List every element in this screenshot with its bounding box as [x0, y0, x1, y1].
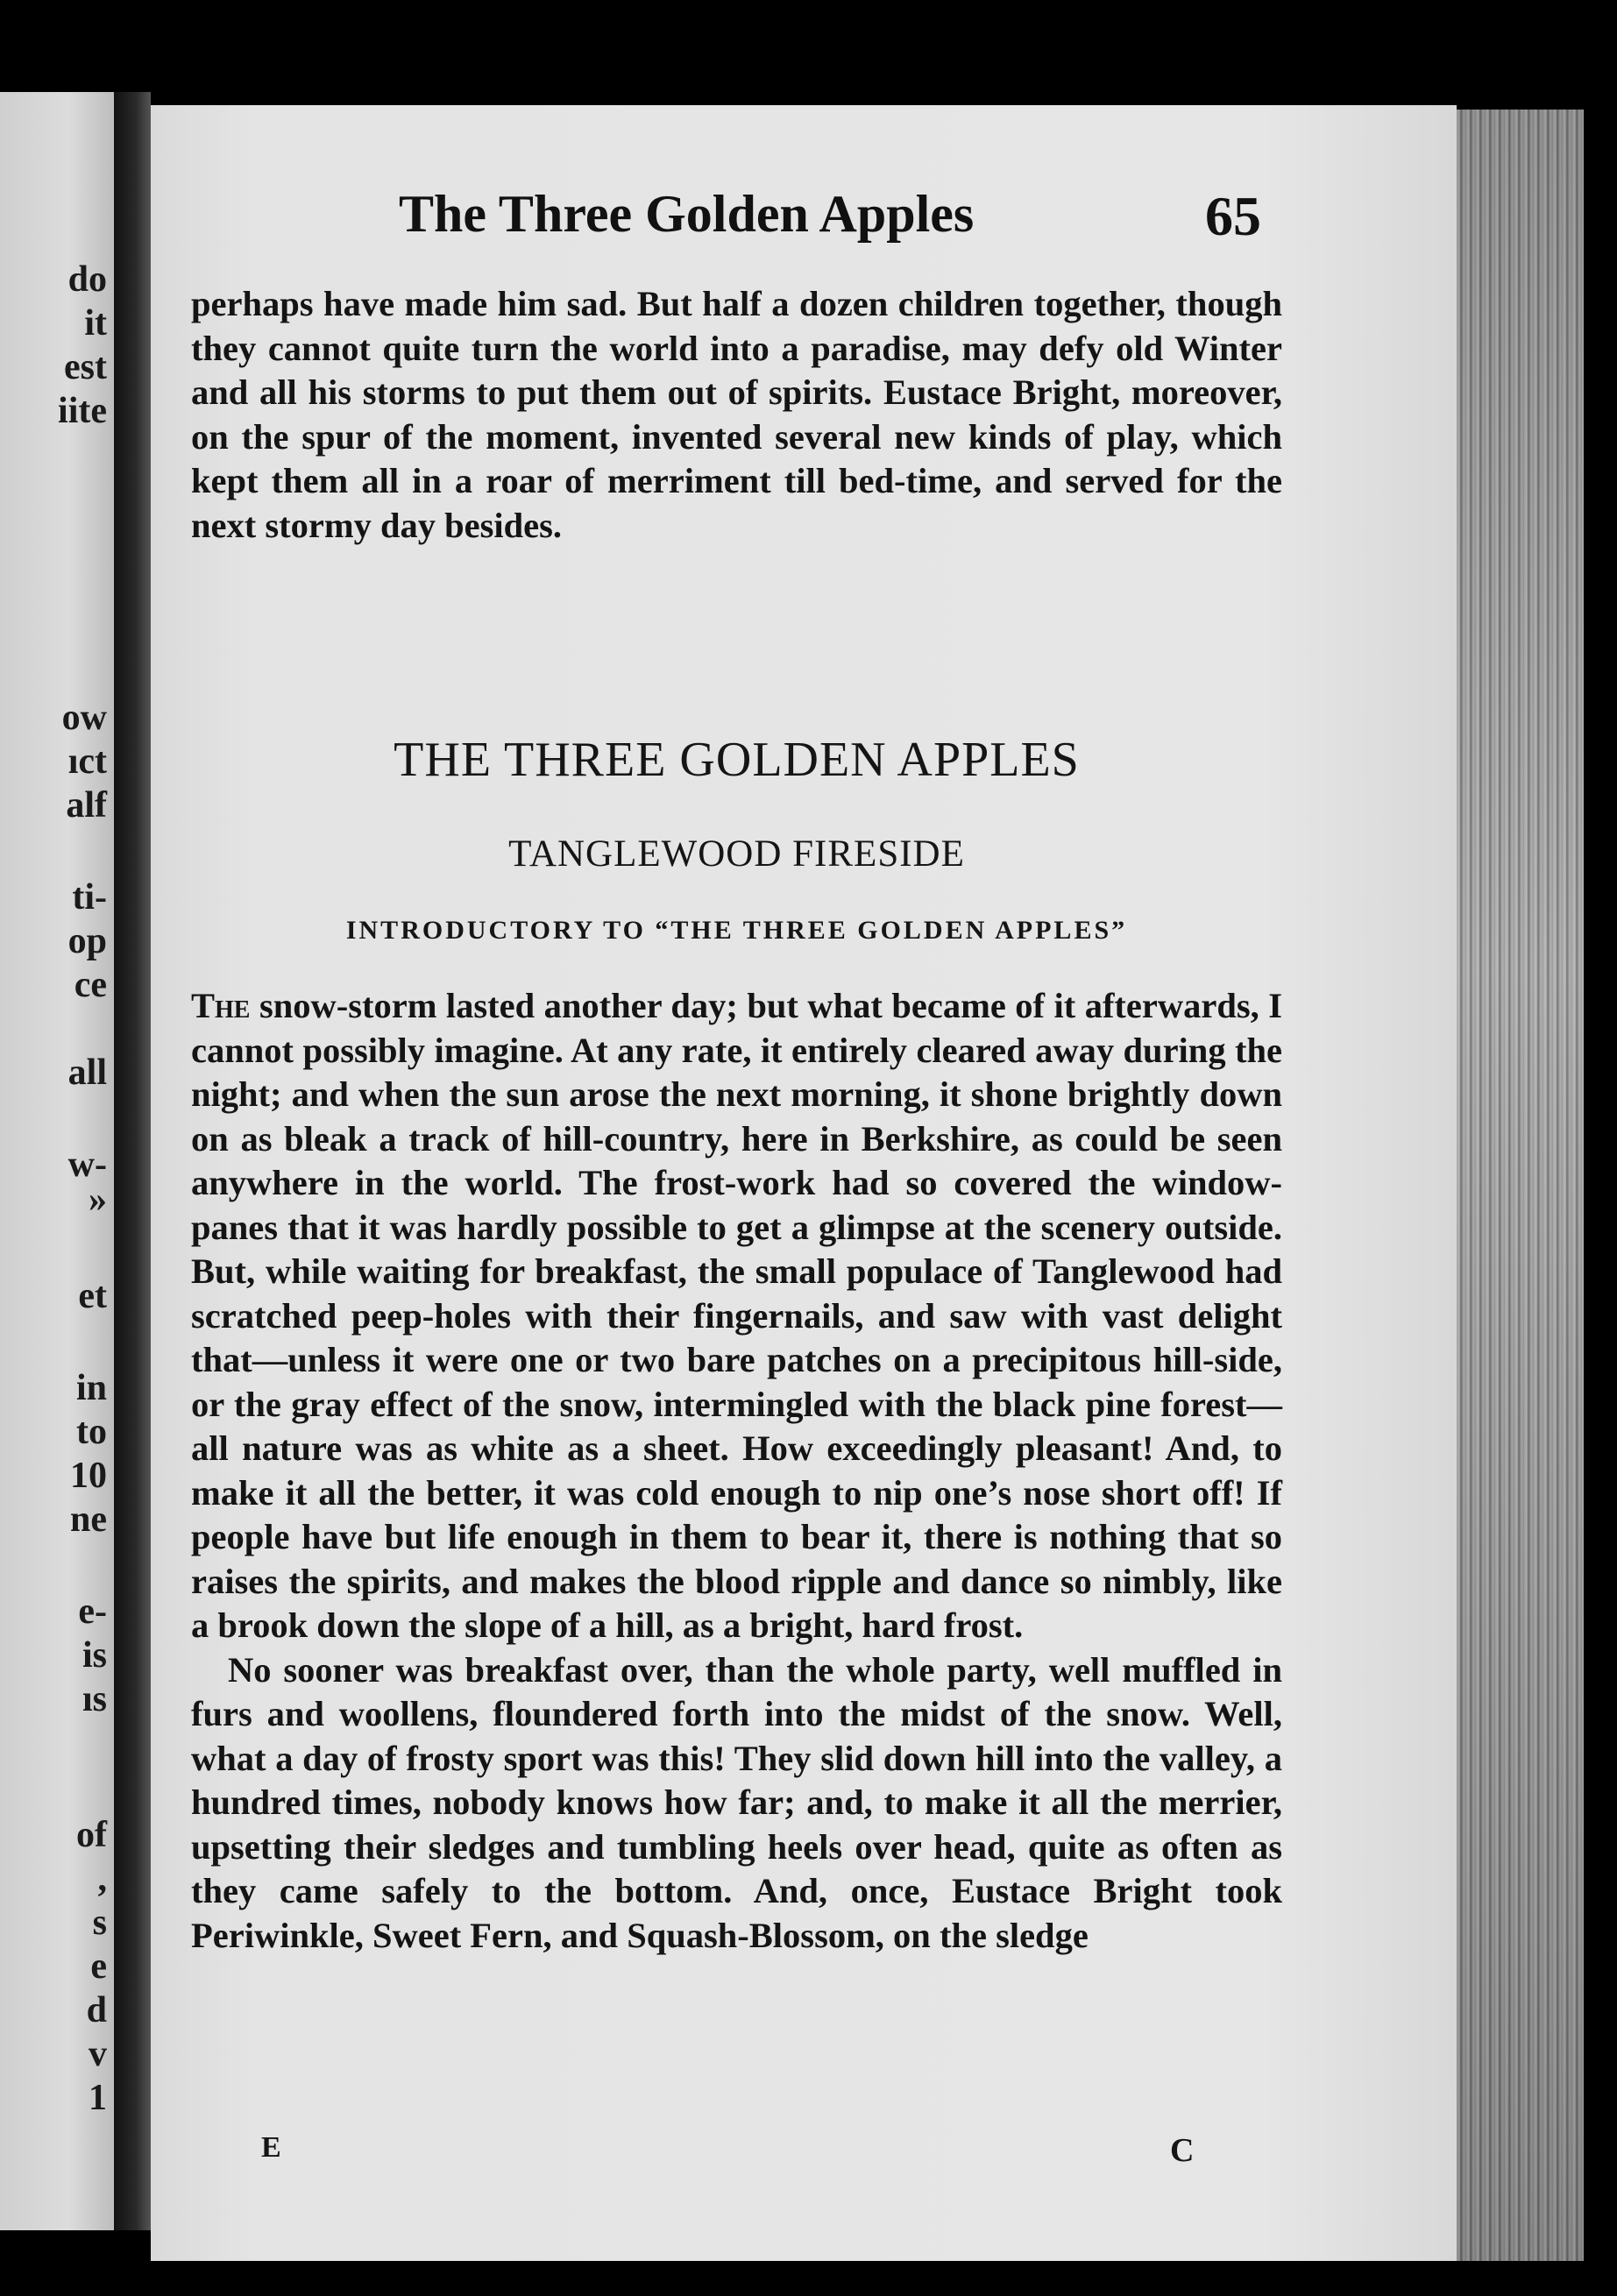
top-paragraph: perhaps have made him sad. But half a dozen children together, though they cannot quite turn the world into a paradise, may defy old Winter and all his storms to put them out of spirits. Eustace Bright, moreover, on the spur of the moment, invented several new kinds of play, which kept them all in a roar of merriment till bed-time, and served for the next stormy day besides. [191, 284, 1282, 545]
left-page-text-fragment: ti- [72, 877, 107, 918]
left-page-text-fragment: v [89, 2034, 107, 2074]
left-page-text-fragment: ce [74, 965, 107, 1005]
left-page-text-fragment: e- [78, 1591, 107, 1632]
left-facing-page [0, 92, 114, 2230]
main-text-block [191, 984, 1282, 1958]
left-page-text-fragment: to [76, 1412, 107, 1452]
left-page-text-fragment: it [84, 303, 107, 344]
left-page-text-fragment: ne [70, 1499, 107, 1540]
paragraph-1-body: snow-storm lasted another day; but what became of it afterwards, I cannot possibly imagine. At any rate, it entirely cleared away during the night; and when the sun arose the next morning, it shone brightly down on as bleak a track of hill-country, here in Berkshire, as could be seen anywhere in the world. The frost-work had so covered the window-panes that it was hardly possible to get a glimpse at the scenery outside. But, while waiting for breakfast, the small populace of Tanglewood had scratched peep-holes with their fingernails, and saw with vast delight that—unless it were one or two bare patches on a precipitous hill-side, or the gray effect of the snow, intermingled with the black pine forest—all nature was as white as a sheet. How exceedingly pleasant! And, to make it all the better, it was cold enough to nip one’s nose short off! If people have but life enough in them to bear it, there is nothing that so raises the spirits, and makes the blood ripple and dance so nimbly, like a brook down the slope of a hill, as a bright, hard frost. [191, 986, 1282, 1645]
left-page-text-fragment: of [76, 1815, 107, 1855]
left-page-text-fragment: iite [58, 391, 107, 431]
paragraph-1-lead-word: The [191, 986, 251, 1025]
left-page-text-fragment: is [82, 1635, 107, 1676]
signature-mark-left: E [261, 2131, 281, 2164]
left-page-text-fragment: w- [67, 1144, 107, 1185]
left-page-text-fragment: et [78, 1276, 107, 1316]
left-page-text-fragment: s [92, 1903, 107, 1943]
left-page-text-fragment: all [67, 1052, 107, 1093]
left-page-text-fragment: » [89, 1180, 107, 1220]
left-page-text-fragment: op [67, 921, 107, 961]
left-page-text-fragment: 10 [70, 1456, 107, 1496]
book-gutter [114, 92, 151, 2230]
top-paragraph-block [191, 282, 1282, 548]
left-page-text-fragment: ıct [67, 741, 107, 782]
introductory-line: INTRODUCTORY TO “THE THREE GOLDEN APPLES” [345, 916, 1128, 945]
chapter-subtitle: TANGLEWOOD FIRESIDE [508, 833, 965, 875]
paragraph-2: No sooner was breakfast over, than the whole party, well muffled in furs and woollens, floundered forth into the midst of the snow. Well, what a day of frosty sport was this! They slid down hill into the valley, a hundred times, nobody knows how far; and, to make it all the merrier, upsetting their sledges and tumbling heels over head, quite as often as they came safely to the bottom. And, once, Eustace Bright took Periwinkle, Sweet Fern, and Squash-Blossom, on the sledge [191, 1649, 1282, 1955]
left-page-text-fragment: 1 [89, 2078, 107, 2118]
chapter-title: THE THREE GOLDEN APPLES [394, 733, 1080, 787]
left-page-text-fragment: in [75, 1368, 107, 1408]
signature-mark-right: C [1170, 2132, 1195, 2169]
left-page-text-fragment: do [67, 259, 107, 300]
page-edges [1457, 110, 1584, 2261]
left-page-text-fragment: ow [61, 698, 107, 738]
left-page-text-fragment: est [64, 347, 107, 387]
left-page-text-fragment: d [86, 1990, 107, 2030]
running-head: The Three Golden Apples [399, 185, 975, 243]
left-page-text-fragment: e [90, 1946, 107, 1987]
left-page-text-fragment: alf [66, 785, 107, 826]
paragraph-1 [191, 984, 1282, 1648]
page-number: 65 [1205, 185, 1261, 247]
left-page-text-fragment: ıs [82, 1679, 107, 1719]
left-page-text-fragment: , [97, 1859, 107, 1899]
